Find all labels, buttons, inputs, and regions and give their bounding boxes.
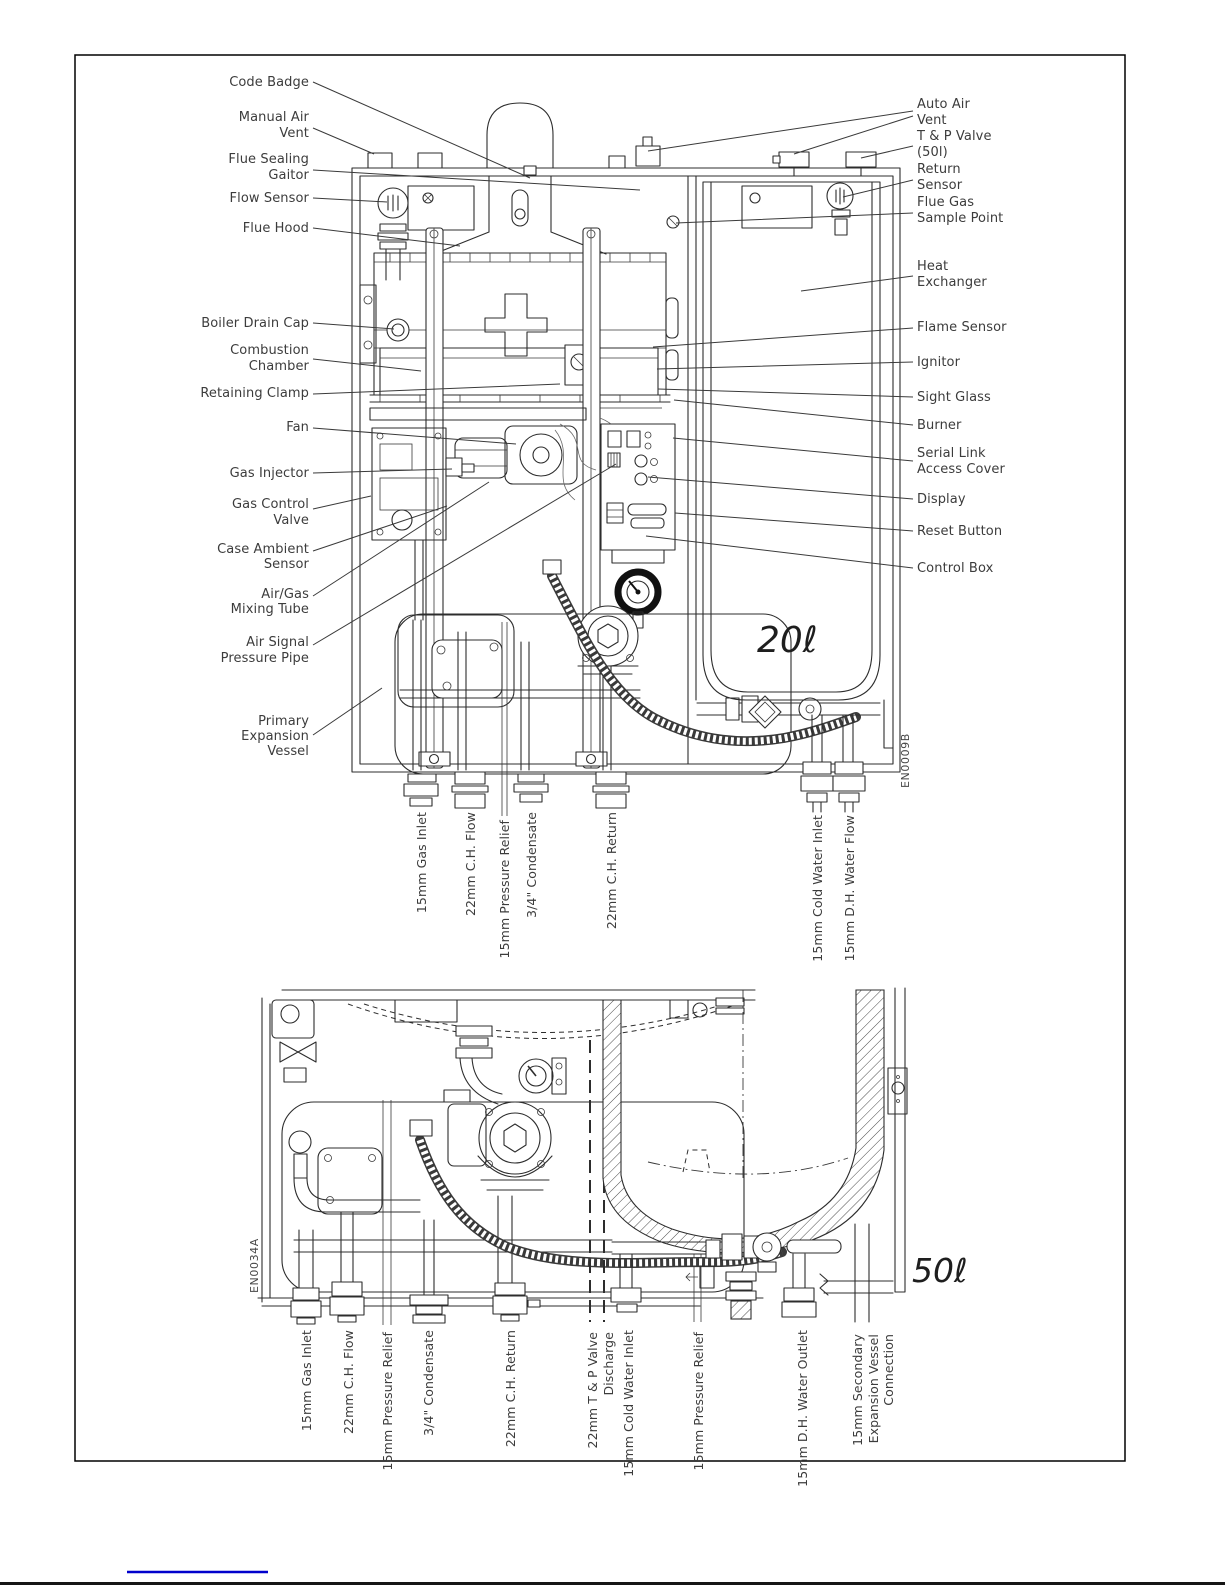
combustion-chamber-block <box>370 345 670 408</box>
pump-icon-bottom <box>478 1102 552 1190</box>
flue-screw-icon <box>515 209 525 219</box>
callout-flow-sensor: Flow Sensor <box>229 191 309 206</box>
label-ch-return: 22mm C.H. Return <box>604 812 619 930</box>
drawing-ref-en0009b: EN0009B <box>899 733 912 788</box>
gas-cock-assembly <box>272 1000 316 1082</box>
callout-control-box: Control Box <box>917 561 994 576</box>
label-pressure-relief-50l: 15mm Pressure Relief <box>380 1332 395 1471</box>
label-text: Sample Point <box>917 211 1004 226</box>
label-text: Gaitor <box>268 168 309 183</box>
control-box-icon <box>601 424 675 563</box>
callout-retaining-clamp: Retaining Clamp <box>200 386 309 401</box>
pressure-gauge-icon-bottom <box>519 1058 566 1094</box>
callout-flue-hood: Flue Hood <box>242 221 309 236</box>
callout-burner: Burner <box>917 418 962 433</box>
bottom-diagram <box>248 988 968 1487</box>
label-text: Mixing Tube <box>230 602 309 617</box>
label-text: Vent <box>917 113 947 128</box>
label-text: Discharge <box>601 1332 616 1396</box>
callout-gas-injector: Gas Injector <box>229 466 309 481</box>
label-text: Pressure Pipe <box>220 651 309 666</box>
callout-reset-button: Reset Button <box>917 524 1003 539</box>
label-ch-flow: 22mm C.H. Flow <box>463 812 478 916</box>
callout-heat-exchanger: Heat <box>917 259 949 274</box>
volume-label-20l: 20ℓ <box>757 620 818 661</box>
label-text: Sensor <box>263 557 309 572</box>
callout-sight-glass: Sight Glass <box>917 390 991 405</box>
label-pressure-relief: 15mm Pressure Relief <box>497 820 512 959</box>
bottom-connection-labels <box>299 1330 896 1487</box>
pipework-drawing <box>248 988 968 1325</box>
label-text: Access Cover <box>917 462 1005 477</box>
primary-expansion-vessel-icon <box>398 615 514 707</box>
label-text: (50l) <box>917 145 948 160</box>
label-text: Expansion <box>241 729 309 744</box>
label-text: Exchanger <box>917 275 987 290</box>
label-text: Sensor <box>917 178 963 193</box>
callout-ignitor: Ignitor <box>917 355 961 370</box>
tp-valve-icon <box>846 152 876 167</box>
fan-icon <box>505 426 577 484</box>
tp-discharge-pipe <box>590 1040 604 1322</box>
label-text: Vessel <box>267 744 309 759</box>
return-sensor-assembly <box>742 183 853 235</box>
flue-slot <box>512 190 528 226</box>
right-callouts <box>916 97 1007 576</box>
callout-return-sensor: Return <box>917 162 961 177</box>
drawing-ref-en0034a: EN0034A <box>248 1238 261 1293</box>
ball-valve-icon <box>753 1233 781 1261</box>
gas-injector-icon <box>446 458 462 476</box>
volume-label-50l: 50ℓ <box>912 1251 968 1290</box>
callout-flame-sensor: Flame Sensor <box>917 320 1007 335</box>
label-dh-water-outlet: 15mm D.H. Water Outlet <box>795 1330 810 1487</box>
callout-flue-gas-sample-point: Flue Gas <box>917 195 975 210</box>
callout-air-gas-mixing-tube: Air/Gas <box>261 587 309 602</box>
label-tp-valve-discharge: 22mm T & P Valve <box>585 1332 600 1449</box>
air-vents <box>368 137 876 176</box>
boiler-drawing <box>352 103 912 816</box>
callout-tp-valve: T & P Valve <box>917 129 992 144</box>
strainer-icon-bottom <box>731 1301 751 1319</box>
callout-auto-air-vent: Auto Air <box>917 97 970 112</box>
label-text: Connection <box>881 1334 896 1406</box>
label-ch-return-50l: 22mm C.H. Return <box>503 1330 518 1448</box>
label-gas-inlet: 15mm Gas Inlet <box>414 812 429 914</box>
callout-air-signal-pressure-pipe: Air Signal <box>246 635 309 650</box>
label-pressure-relief2-50l: 15mm Pressure Relief <box>691 1332 706 1471</box>
label-ch-flow-50l: 22mm C.H. Flow <box>341 1330 356 1434</box>
callout-gas-control-valve: Gas Control <box>231 497 309 512</box>
callout-display: Display <box>917 492 966 507</box>
left-union-fitting <box>289 1131 420 1212</box>
label-secondary-expansion-vessel: 15mm Secondary <box>850 1334 865 1446</box>
label-gas-inlet-50l: 15mm Gas Inlet <box>299 1330 314 1432</box>
auto-air-vent-icon <box>636 146 660 166</box>
junction-panel <box>318 1148 382 1214</box>
callout-flue-sealing-gaitor: Flue Sealing <box>228 152 309 167</box>
label-text: Expansion Vessel <box>866 1334 881 1444</box>
callout-boiler-drain-cap: Boiler Drain Cap <box>201 316 309 331</box>
top-connection-labels <box>414 812 857 962</box>
boiler-drain-cap-icon <box>387 319 409 341</box>
label-text: Chamber <box>248 359 309 374</box>
callout-combustion-chamber: Combustion <box>230 343 309 358</box>
top-diagram <box>200 75 1007 962</box>
valve-lever-icon <box>787 1240 841 1253</box>
left-callouts <box>200 75 309 759</box>
valve-icon <box>799 698 821 720</box>
callout-serial-link-access-cover: Serial Link <box>917 446 986 461</box>
label-cold-water-inlet-50l: 15mm Cold Water Inlet <box>621 1330 636 1477</box>
tank-bay-piping <box>697 696 893 812</box>
callout-primary-expansion-vessel: Primary <box>258 714 309 729</box>
callout-manual-air-vent: Manual Air <box>238 110 309 125</box>
callout-fan: Fan <box>286 420 309 435</box>
label-cold-water-inlet: 15mm Cold Water Inlet <box>810 815 825 962</box>
code-badge-mark <box>524 166 536 175</box>
callout-case-ambient-sensor: Case Ambient <box>217 542 309 557</box>
label-condensate-50l: 3/4" Condensate <box>421 1330 436 1436</box>
label-text: Vent <box>279 126 309 141</box>
callout-code-badge: Code Badge <box>229 75 309 90</box>
label-dh-water-flow: 15mm D.H. Water Flow <box>842 815 857 962</box>
bottom-fittings <box>404 772 629 808</box>
label-text: Valve <box>273 513 309 528</box>
label-condensate: 3/4" Condensate <box>524 812 539 918</box>
